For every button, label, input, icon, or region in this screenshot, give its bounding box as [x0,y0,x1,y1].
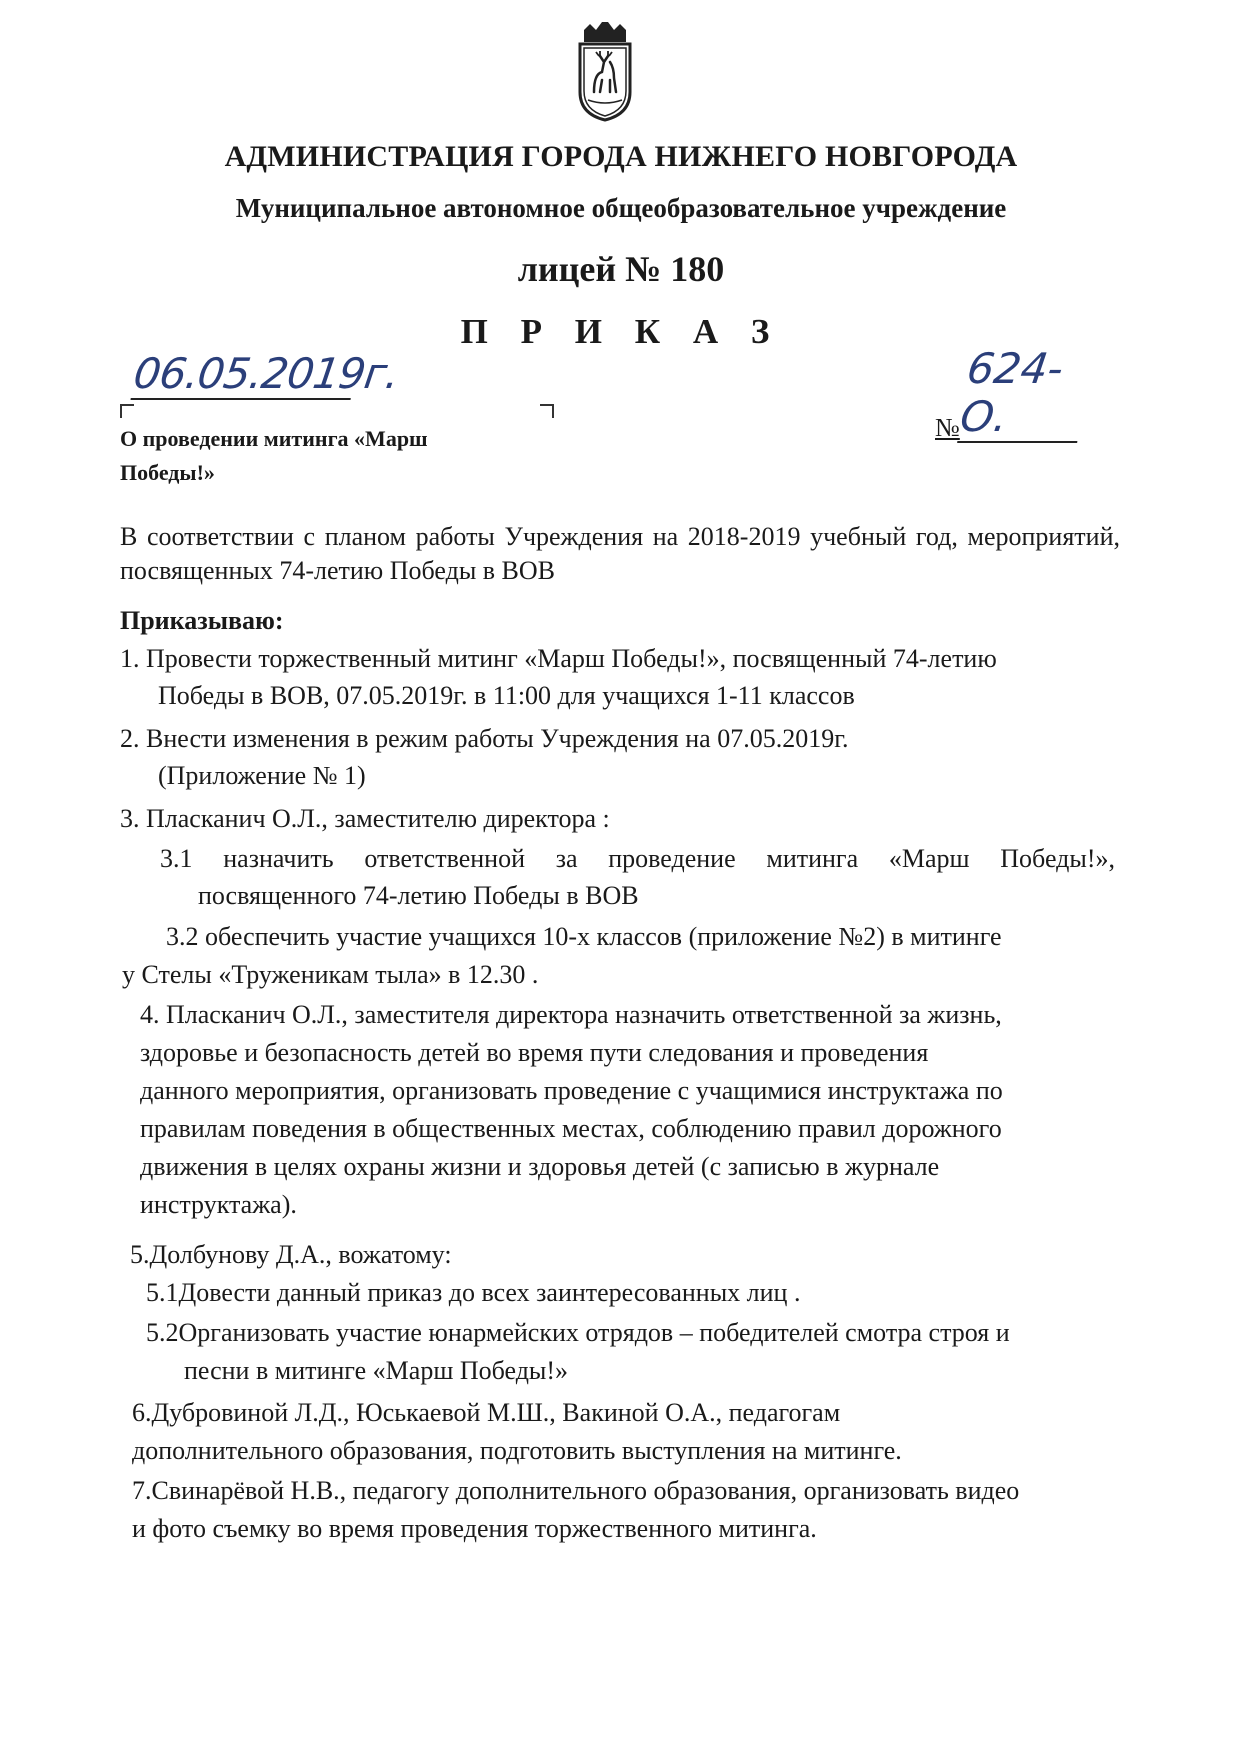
item-5-2-line-2: песни в митинге «Марш Победы!» [184,1356,569,1385]
document-type-heading: П Р И К А З [460,312,782,351]
item-4-line-1: 4. Пласканич О.Л., заместителя директора назначить ответственной за жизнь, [140,1000,1002,1029]
corner-mark-left [120,404,134,418]
item-1-line-1: 1. Провести торжественный митинг «Марш Победы!», посвященный 74-летию [120,644,997,673]
item-7-line-2: и фото съемку во время проведения торжественного митинга. [132,1514,817,1543]
number-sign: № [935,413,960,442]
institution-heading: Муниципальное автономное общеобразовательное учреждение [235,193,1007,223]
item-4-line-3: данного мероприятия, организовать проведение с учащимися инструктажа по [140,1076,1003,1105]
lyceum-heading: лицей № 180 [517,249,725,289]
item-6-line-1: 6.Дубровиной Л.Д., Юськаевой М.Ш., Вакиной О.А., педагогам [132,1398,841,1427]
item-4-line-2: здоровье и безопасность детей во время пути следования и проведения [140,1038,929,1067]
item-1-line-2: Победы в ВОВ, 07.05.2019г. в 11:00 для учащихся 1-11 классов [158,681,855,710]
administration-heading: АДМИНИСТРАЦИЯ ГОРОДА НИЖНЕГО НОВГОРОДА [224,140,1018,173]
item-6-line-2: дополнительного образования, подготовить выступления на митинге. [132,1436,902,1465]
item-3-2-line-2: у Стелы «Труженикам тыла» в 12.30 . [122,960,539,989]
item-4-line-5: движения в целях охраны жизни и здоровья детей (с записью в журнале [140,1152,940,1181]
item-5-line-1: 5.Долбунову Д.А., вожатому: [130,1240,452,1269]
order-keyword: Приказываю: [120,606,284,635]
intro-paragraph: В соответствии с планом работы Учреждения на 2018-2019 учебный год, мероприятий, посвященных 74-летию Победы в ВОВ [120,522,1120,585]
item-4-line-6: инструктажа). [140,1190,297,1219]
item-4-line-4: правилам поведения в общественных местах, соблюдению правил дорожного [140,1114,1002,1143]
item-3-1-line-1: 3.1 назначить ответственной за проведение митинга «Марш Победы!», [160,844,1115,873]
item-3-line-1: 3. Пласканич О.Л., заместителю директора : [120,804,610,833]
order-subject: О проведении митинга «Марш Победы!» [120,426,428,485]
item-3-1-line-2: посвященного 74-летию Победы в ВОВ [198,881,639,910]
item-3-2-line-1: 3.2 обеспечить участие учащихся 10-х классов (приложение №2) в митинге [166,922,1002,951]
item-5-1-line-1: 5.1Довести данный приказ до всех заинтересованных лиц . [146,1278,801,1307]
corner-mark-right [540,404,554,418]
item-7-line-1: 7.Свинарёвой Н.В., педагогу дополнительного образования, организовать видео [132,1476,1020,1505]
item-2-line-2: (Приложение № 1) [158,761,366,790]
item-2-line-1: 2. Внести изменения в режим работы Учреждения на 07.05.2019г. [120,724,849,753]
handwritten-date: 06.05.2019г. [130,349,402,398]
handwritten-number: 624-О. [957,345,1091,443]
item-5-2-line-1: 5.2Организовать участие юнармейских отрядов – победителей смотра строя и [146,1318,1010,1347]
order-number [935,345,1084,443]
coat-of-arms-icon [570,22,640,122]
